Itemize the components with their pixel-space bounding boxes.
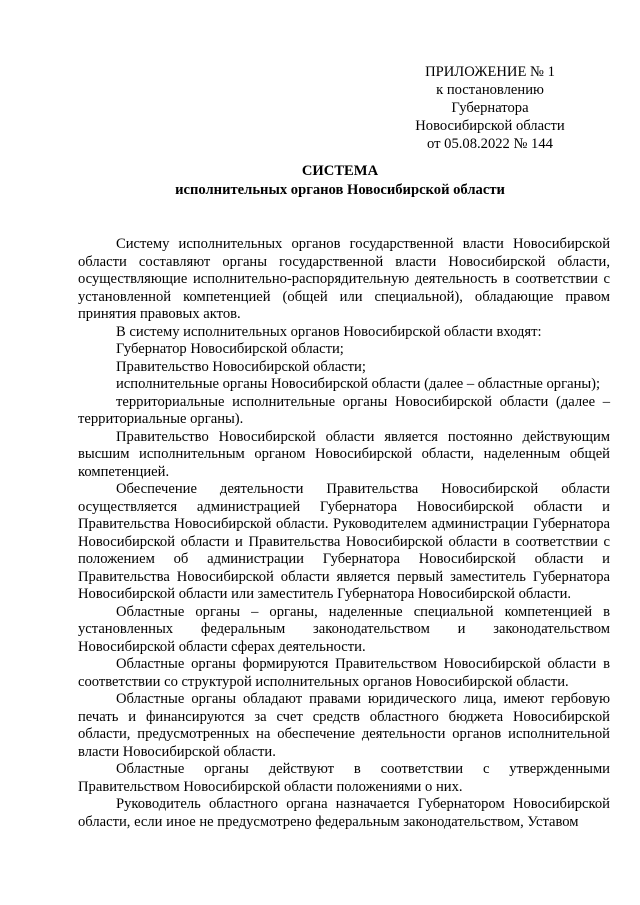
paragraph-1: Систему исполнительных органов государственной власти Новосибирской области составляют органы государственной власти Новосибирской области, осуществляющие исполнительно-распорядительную деятельность в соответствии с установленной компетенцией (общей или специальной), обладающие правом принятия правовых актов. <box>78 236 610 322</box>
paragraph-5: исполнительные органы Новосибирской области (далее – областные органы); <box>116 376 601 392</box>
paragraph-4: Правительство Новосибирской области; <box>116 358 366 375</box>
appendix-date-number: от 05.08.2022 № 144 <box>427 136 553 152</box>
document-title <box>70 162 610 200</box>
paragraph-6: территориальные исполнительные органы Новосибирской области (далее – территориальные органы). <box>78 393 610 427</box>
paragraph-8: Обеспечение деятельности Правительства Новосибирской области осуществляется администрацией Губернатора Новосибирской области и Правительства Новосибирской области. Руководителем администрации Губернатора Новосибирской области и Правительства Новосибирской области в соответствии с положением об администрации Губернатора Новосибирской области и Правительства Новосибирской области является первый заместитель Губернатора Новосибирской области или заместитель Губернатора Новосибирской области. <box>78 481 610 602</box>
appendix-ref-line: к постановлению Губернатора <box>436 82 544 116</box>
paragraph-2: В систему исполнительных органов Новосибирской области входят: <box>116 323 542 340</box>
paragraph-12: Областные органы действуют в соответствии с утвержденными Правительством Новосибирской области положениями о них. <box>78 761 610 795</box>
paragraph-7: Правительство Новосибирской области является постоянно действующим высшим исполнительным органом Новосибирской области, наделенным общей компетенцией. <box>78 428 610 480</box>
appendix-number: ПРИЛОЖЕНИЕ № 1 <box>425 64 555 80</box>
title-main: СИСТЕМА <box>301 163 379 179</box>
paragraph-9: Областные органы – органы, наделенные специальной компетенцией в установленных федеральным законодательством и законодательством Новосибирской области сферах деятельности. <box>78 603 610 655</box>
paragraph-11: Областные органы обладают правами юридического лица, имеют гербовую печать и финансируются за счет средств областного бюджета Новосибирской области, предусмотренных на обеспечение деятельности органов исполнительной власти Новосибирской области. <box>78 691 610 760</box>
title-sub: исполнительных органов Новосибирской области <box>175 182 505 198</box>
paragraph-13: Руководитель областного органа назначается Губернатором Новосибирской области, если иное не предусмотрено федеральным законодательством, Уставом <box>78 796 610 830</box>
paragraph-3: Губернатор Новосибирской области; <box>116 341 344 357</box>
appendix-region-line: Новосибирской области <box>415 118 565 134</box>
document-body <box>78 236 610 831</box>
appendix-header <box>400 63 580 153</box>
paragraph-10: Областные органы формируются Правительством Новосибирской области в соответствии со структурой исполнительных органов Новосибирской области. <box>78 656 610 690</box>
